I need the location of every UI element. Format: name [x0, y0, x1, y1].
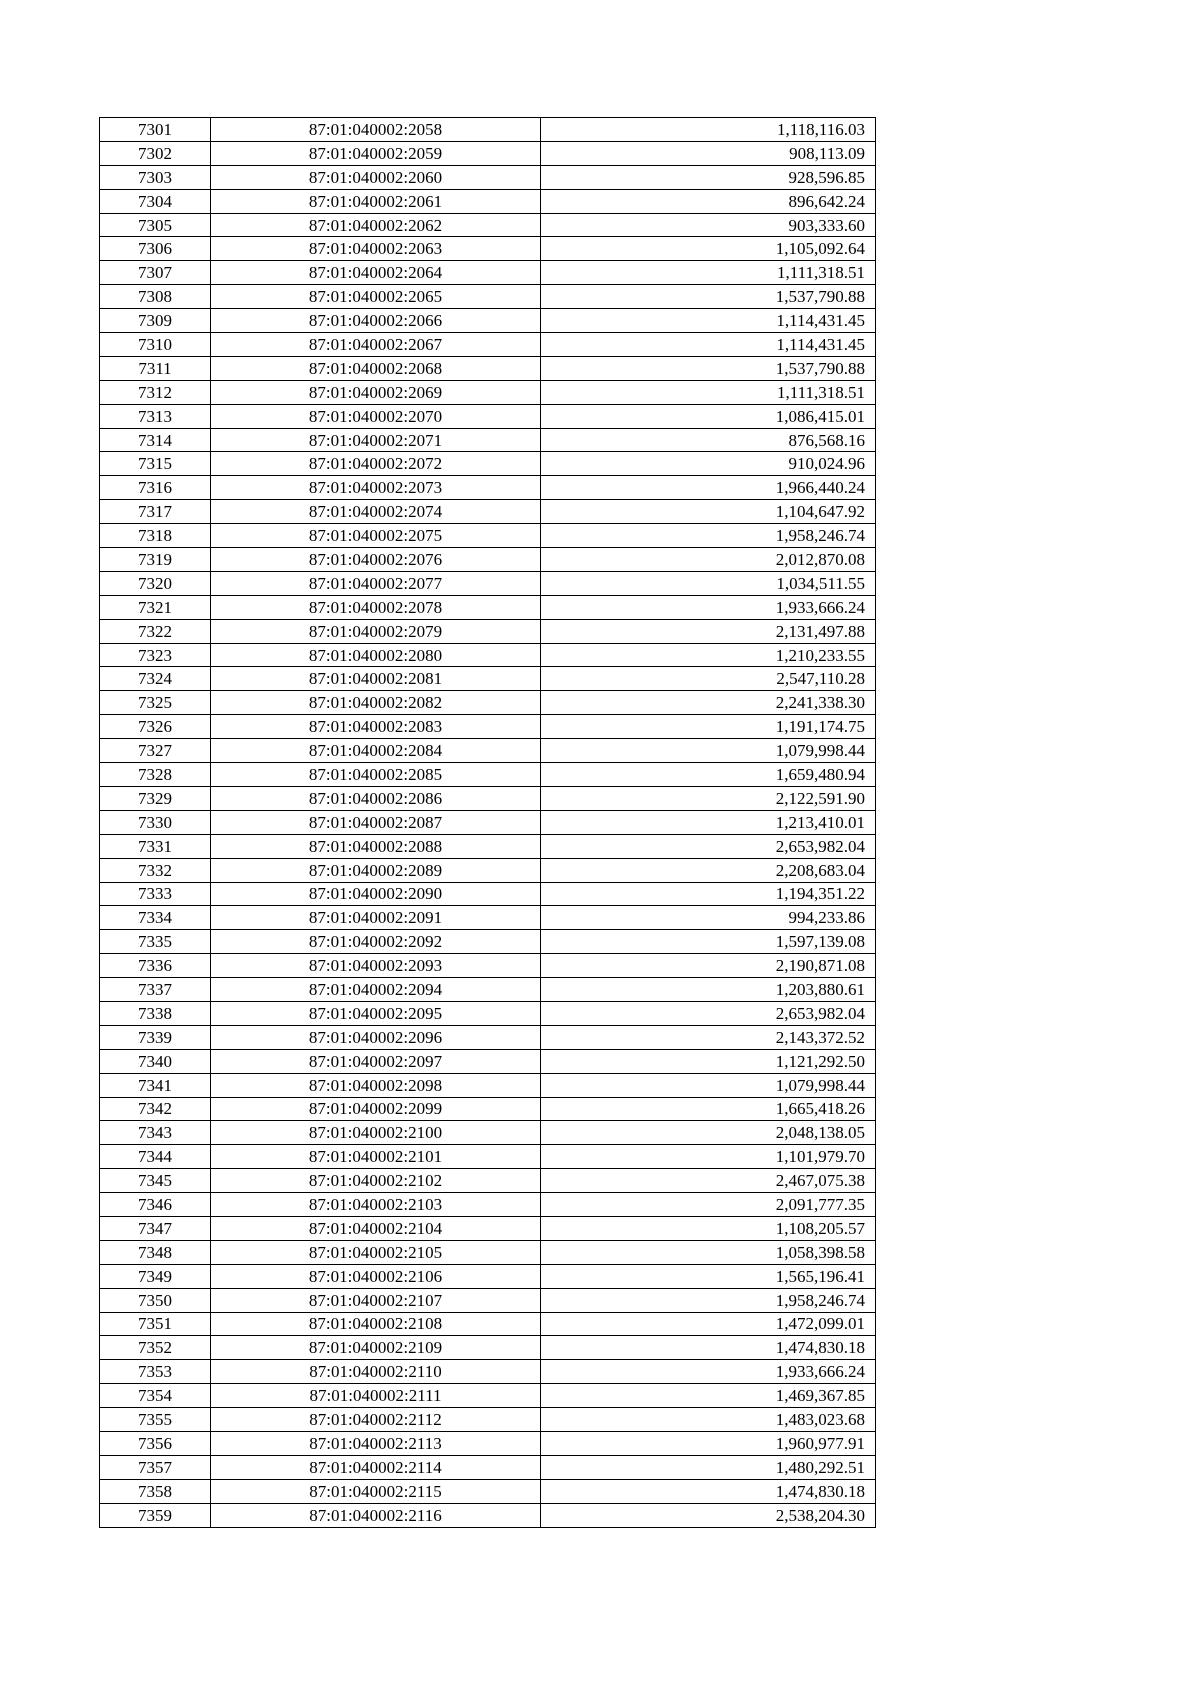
cadastral-value-cell: 1,933,666.24	[541, 1360, 876, 1384]
table-row	[100, 858, 876, 882]
cadastral-value-cell: 1,058,398.58	[541, 1240, 876, 1264]
cadastral-number-cell: 87:01:040002:2060	[211, 165, 541, 189]
cadastral-value-cell: 1,111,318.51	[541, 380, 876, 404]
cadastral-value-cell: 1,597,139.08	[541, 930, 876, 954]
cadastral-number-cell: 87:01:040002:2086	[211, 786, 541, 810]
table-row	[100, 619, 876, 643]
row-number-cell: 7321	[100, 595, 211, 619]
row-number-cell: 7358	[100, 1479, 211, 1503]
cadastral-number-cell: 87:01:040002:2116	[211, 1503, 541, 1527]
row-number-cell: 7335	[100, 930, 211, 954]
table-row	[100, 189, 876, 213]
table-row	[100, 548, 876, 572]
row-number-cell: 7359	[100, 1503, 211, 1527]
cadastral-value-cell: 1,469,367.85	[541, 1384, 876, 1408]
cadastral-number-cell: 87:01:040002:2112	[211, 1408, 541, 1432]
table-row	[100, 476, 876, 500]
table-row	[100, 333, 876, 357]
cadastral-number-cell: 87:01:040002:2114	[211, 1455, 541, 1479]
row-number-cell: 7327	[100, 739, 211, 763]
table-row	[100, 763, 876, 787]
cadastral-number-cell: 87:01:040002:2089	[211, 858, 541, 882]
cadastral-value-cell: 1,079,998.44	[541, 739, 876, 763]
cadastral-value-cell: 1,483,023.68	[541, 1408, 876, 1432]
table-row	[100, 452, 876, 476]
cadastral-number-cell: 87:01:040002:2061	[211, 189, 541, 213]
row-number-cell: 7351	[100, 1312, 211, 1336]
table-row	[100, 1336, 876, 1360]
table-row	[100, 834, 876, 858]
row-number-cell: 7320	[100, 571, 211, 595]
cadastral-number-cell: 87:01:040002:2059	[211, 141, 541, 165]
row-number-cell: 7341	[100, 1073, 211, 1097]
cadastral-value-cell: 1,086,415.01	[541, 404, 876, 428]
cadastral-number-cell: 87:01:040002:2066	[211, 309, 541, 333]
cadastral-number-cell: 87:01:040002:2079	[211, 619, 541, 643]
cadastral-number-cell: 87:01:040002:2111	[211, 1384, 541, 1408]
cadastral-number-cell: 87:01:040002:2100	[211, 1121, 541, 1145]
cadastral-value-cell: 910,024.96	[541, 452, 876, 476]
table-row	[100, 571, 876, 595]
cadastral-number-cell: 87:01:040002:2071	[211, 428, 541, 452]
table-row	[100, 643, 876, 667]
table-row	[100, 1025, 876, 1049]
table-row	[100, 1073, 876, 1097]
cadastral-number-cell: 87:01:040002:2058	[211, 118, 541, 142]
row-number-cell: 7344	[100, 1145, 211, 1169]
cadastral-value-cell: 876,568.16	[541, 428, 876, 452]
cadastral-number-cell: 87:01:040002:2093	[211, 954, 541, 978]
cadastral-value-cell: 1,101,979.70	[541, 1145, 876, 1169]
table-row	[100, 404, 876, 428]
cadastral-number-cell: 87:01:040002:2092	[211, 930, 541, 954]
cadastral-value-cell: 1,114,431.45	[541, 309, 876, 333]
table-row	[100, 1384, 876, 1408]
cadastral-number-cell: 87:01:040002:2085	[211, 763, 541, 787]
cadastral-number-cell: 87:01:040002:2098	[211, 1073, 541, 1097]
row-number-cell: 7350	[100, 1288, 211, 1312]
table-row	[100, 1216, 876, 1240]
row-number-cell: 7349	[100, 1264, 211, 1288]
cadastral-value-cell: 2,012,870.08	[541, 548, 876, 572]
row-number-cell: 7357	[100, 1455, 211, 1479]
table-row	[100, 141, 876, 165]
cadastral-number-cell: 87:01:040002:2072	[211, 452, 541, 476]
table-row	[100, 1097, 876, 1121]
row-number-cell: 7328	[100, 763, 211, 787]
cadastral-value-cell: 2,538,204.30	[541, 1503, 876, 1527]
table-row	[100, 1479, 876, 1503]
cadastral-number-cell: 87:01:040002:2095	[211, 1001, 541, 1025]
cadastral-number-cell: 87:01:040002:2076	[211, 548, 541, 572]
table-row	[100, 500, 876, 524]
table-row	[100, 1001, 876, 1025]
row-number-cell: 7355	[100, 1408, 211, 1432]
cadastral-number-cell: 87:01:040002:2068	[211, 356, 541, 380]
cadastral-number-cell: 87:01:040002:2064	[211, 261, 541, 285]
table-row	[100, 1121, 876, 1145]
row-number-cell: 7326	[100, 715, 211, 739]
row-number-cell: 7306	[100, 237, 211, 261]
cadastral-value-cell: 2,122,591.90	[541, 786, 876, 810]
cadastral-number-cell: 87:01:040002:2094	[211, 978, 541, 1002]
cadastral-number-cell: 87:01:040002:2091	[211, 906, 541, 930]
table-row	[100, 667, 876, 691]
cadastral-value-cell: 896,642.24	[541, 189, 876, 213]
table-row	[100, 810, 876, 834]
cadastral-number-cell: 87:01:040002:2069	[211, 380, 541, 404]
row-number-cell: 7352	[100, 1336, 211, 1360]
cadastral-number-cell: 87:01:040002:2077	[211, 571, 541, 595]
cadastral-number-cell: 87:01:040002:2106	[211, 1264, 541, 1288]
row-number-cell: 7324	[100, 667, 211, 691]
cadastral-number-cell: 87:01:040002:2078	[211, 595, 541, 619]
row-number-cell: 7318	[100, 524, 211, 548]
cadastral-number-cell: 87:01:040002:2109	[211, 1336, 541, 1360]
cadastral-number-cell: 87:01:040002:2081	[211, 667, 541, 691]
table-row	[100, 1193, 876, 1217]
row-number-cell: 7345	[100, 1169, 211, 1193]
table-row	[100, 715, 876, 739]
table-row	[100, 930, 876, 954]
cadastral-value-cell: 994,233.86	[541, 906, 876, 930]
row-number-cell: 7312	[100, 380, 211, 404]
table-row	[100, 237, 876, 261]
cadastral-value-cell: 1,966,440.24	[541, 476, 876, 500]
row-number-cell: 7316	[100, 476, 211, 500]
cadastral-value-cell: 2,190,871.08	[541, 954, 876, 978]
row-number-cell: 7311	[100, 356, 211, 380]
cadastral-value-cell: 1,111,318.51	[541, 261, 876, 285]
cadastral-value-cell: 2,653,982.04	[541, 834, 876, 858]
cadastral-number-cell: 87:01:040002:2110	[211, 1360, 541, 1384]
cadastral-value-cell: 1,210,233.55	[541, 643, 876, 667]
row-number-cell: 7330	[100, 810, 211, 834]
row-number-cell: 7315	[100, 452, 211, 476]
row-number-cell: 7314	[100, 428, 211, 452]
cadastral-value-cell: 1,213,410.01	[541, 810, 876, 834]
cadastral-value-cell: 903,333.60	[541, 213, 876, 237]
cadastral-number-cell: 87:01:040002:2063	[211, 237, 541, 261]
cadastral-number-cell: 87:01:040002:2107	[211, 1288, 541, 1312]
row-number-cell: 7333	[100, 882, 211, 906]
table-row	[100, 380, 876, 404]
cadastral-number-cell: 87:01:040002:2062	[211, 213, 541, 237]
cadastral-value-cell: 1,194,351.22	[541, 882, 876, 906]
row-number-cell: 7302	[100, 141, 211, 165]
cadastral-value-cell: 2,091,777.35	[541, 1193, 876, 1217]
cadastral-number-cell: 87:01:040002:2084	[211, 739, 541, 763]
cadastral-value-cell: 1,203,880.61	[541, 978, 876, 1002]
cadastral-value-cell: 2,143,372.52	[541, 1025, 876, 1049]
table-row	[100, 978, 876, 1002]
table-body	[100, 118, 876, 1528]
row-number-cell: 7304	[100, 189, 211, 213]
cadastral-number-cell: 87:01:040002:2104	[211, 1216, 541, 1240]
cadastral-number-cell: 87:01:040002:2096	[211, 1025, 541, 1049]
table-row	[100, 261, 876, 285]
table-row	[100, 1288, 876, 1312]
table-row	[100, 1312, 876, 1336]
cadastral-value-cell: 1,108,205.57	[541, 1216, 876, 1240]
cadastral-number-cell: 87:01:040002:2101	[211, 1145, 541, 1169]
cadastral-number-cell: 87:01:040002:2075	[211, 524, 541, 548]
table-row	[100, 1264, 876, 1288]
cadastral-number-cell: 87:01:040002:2080	[211, 643, 541, 667]
cadastral-value-cell: 1,659,480.94	[541, 763, 876, 787]
cadastral-value-cell: 1,104,647.92	[541, 500, 876, 524]
row-number-cell: 7323	[100, 643, 211, 667]
cadastral-value-cell: 1,537,790.88	[541, 285, 876, 309]
cadastral-number-cell: 87:01:040002:2115	[211, 1479, 541, 1503]
table-row	[100, 595, 876, 619]
cadastral-number-cell: 87:01:040002:2103	[211, 1193, 541, 1217]
cadastral-value-cell: 1,933,666.24	[541, 595, 876, 619]
table-row	[100, 1431, 876, 1455]
table-row	[100, 691, 876, 715]
row-number-cell: 7313	[100, 404, 211, 428]
row-number-cell: 7305	[100, 213, 211, 237]
row-number-cell: 7336	[100, 954, 211, 978]
row-number-cell: 7356	[100, 1431, 211, 1455]
cadastral-value-cell: 928,596.85	[541, 165, 876, 189]
cadastral-value-cell: 1,118,116.03	[541, 118, 876, 142]
row-number-cell: 7337	[100, 978, 211, 1002]
cadastral-value-cell: 1,474,830.18	[541, 1336, 876, 1360]
cadastral-number-cell: 87:01:040002:2074	[211, 500, 541, 524]
row-number-cell: 7325	[100, 691, 211, 715]
table-row	[100, 356, 876, 380]
cadastral-value-cell: 908,113.09	[541, 141, 876, 165]
table-row	[100, 882, 876, 906]
row-number-cell: 7307	[100, 261, 211, 285]
cadastral-value-cell: 2,131,497.88	[541, 619, 876, 643]
row-number-cell: 7309	[100, 309, 211, 333]
table-row	[100, 906, 876, 930]
table-row	[100, 1360, 876, 1384]
cadastral-value-cell: 1,960,977.91	[541, 1431, 876, 1455]
cadastral-number-cell: 87:01:040002:2082	[211, 691, 541, 715]
table-row	[100, 1455, 876, 1479]
cadastral-value-cell: 1,565,196.41	[541, 1264, 876, 1288]
row-number-cell: 7317	[100, 500, 211, 524]
row-number-cell: 7329	[100, 786, 211, 810]
cadastral-value-cell: 1,114,431.45	[541, 333, 876, 357]
cadastral-value-cell: 1,079,998.44	[541, 1073, 876, 1097]
cadastral-value-cell: 1,665,418.26	[541, 1097, 876, 1121]
table-row	[100, 1169, 876, 1193]
row-number-cell: 7338	[100, 1001, 211, 1025]
row-number-cell: 7331	[100, 834, 211, 858]
table-row	[100, 1503, 876, 1527]
cadastral-number-cell: 87:01:040002:2067	[211, 333, 541, 357]
cadastral-value-cell: 2,048,138.05	[541, 1121, 876, 1145]
cadastral-value-cell: 2,547,110.28	[541, 667, 876, 691]
table-row	[100, 213, 876, 237]
cadastral-value-cell: 1,474,830.18	[541, 1479, 876, 1503]
cadastral-number-cell: 87:01:040002:2073	[211, 476, 541, 500]
row-number-cell: 7348	[100, 1240, 211, 1264]
table-row	[100, 118, 876, 142]
cadastral-value-cell: 1,958,246.74	[541, 524, 876, 548]
cadastral-value-cell: 1,537,790.88	[541, 356, 876, 380]
row-number-cell: 7308	[100, 285, 211, 309]
cadastral-value-cell: 1,034,511.55	[541, 571, 876, 595]
row-number-cell: 7310	[100, 333, 211, 357]
cadastral-number-cell: 87:01:040002:2108	[211, 1312, 541, 1336]
table-row	[100, 165, 876, 189]
cadastral-number-cell: 87:01:040002:2087	[211, 810, 541, 834]
table-row	[100, 1408, 876, 1432]
table-row	[100, 1240, 876, 1264]
row-number-cell: 7339	[100, 1025, 211, 1049]
row-number-cell: 7332	[100, 858, 211, 882]
cadastral-number-cell: 87:01:040002:2105	[211, 1240, 541, 1264]
cadastral-number-cell: 87:01:040002:2097	[211, 1049, 541, 1073]
table-row	[100, 786, 876, 810]
cadastral-value-cell: 1,191,174.75	[541, 715, 876, 739]
cadastral-value-cell: 2,467,075.38	[541, 1169, 876, 1193]
row-number-cell: 7343	[100, 1121, 211, 1145]
cadastral-value-cell: 1,105,092.64	[541, 237, 876, 261]
cadastral-value-cell: 1,472,099.01	[541, 1312, 876, 1336]
cadastral-value-table	[99, 117, 876, 1528]
row-number-cell: 7319	[100, 548, 211, 572]
cadastral-number-cell: 87:01:040002:2088	[211, 834, 541, 858]
row-number-cell: 7346	[100, 1193, 211, 1217]
cadastral-number-cell: 87:01:040002:2099	[211, 1097, 541, 1121]
row-number-cell: 7334	[100, 906, 211, 930]
table-row	[100, 524, 876, 548]
row-number-cell: 7340	[100, 1049, 211, 1073]
row-number-cell: 7322	[100, 619, 211, 643]
cadastral-value-cell: 1,121,292.50	[541, 1049, 876, 1073]
row-number-cell: 7353	[100, 1360, 211, 1384]
table-row	[100, 1049, 876, 1073]
cadastral-number-cell: 87:01:040002:2083	[211, 715, 541, 739]
row-number-cell: 7354	[100, 1384, 211, 1408]
row-number-cell: 7303	[100, 165, 211, 189]
cadastral-number-cell: 87:01:040002:2102	[211, 1169, 541, 1193]
cadastral-number-cell: 87:01:040002:2090	[211, 882, 541, 906]
row-number-cell: 7342	[100, 1097, 211, 1121]
table-row	[100, 428, 876, 452]
cadastral-value-cell: 1,958,246.74	[541, 1288, 876, 1312]
cadastral-number-cell: 87:01:040002:2065	[211, 285, 541, 309]
table-row	[100, 954, 876, 978]
cadastral-value-cell: 2,208,683.04	[541, 858, 876, 882]
row-number-cell: 7347	[100, 1216, 211, 1240]
table-row	[100, 1145, 876, 1169]
cadastral-value-cell: 1,480,292.51	[541, 1455, 876, 1479]
table-row	[100, 285, 876, 309]
table-row	[100, 309, 876, 333]
cadastral-value-cell: 2,653,982.04	[541, 1001, 876, 1025]
row-number-cell: 7301	[100, 118, 211, 142]
cadastral-value-cell: 2,241,338.30	[541, 691, 876, 715]
cadastral-number-cell: 87:01:040002:2070	[211, 404, 541, 428]
cadastral-number-cell: 87:01:040002:2113	[211, 1431, 541, 1455]
table-row	[100, 739, 876, 763]
